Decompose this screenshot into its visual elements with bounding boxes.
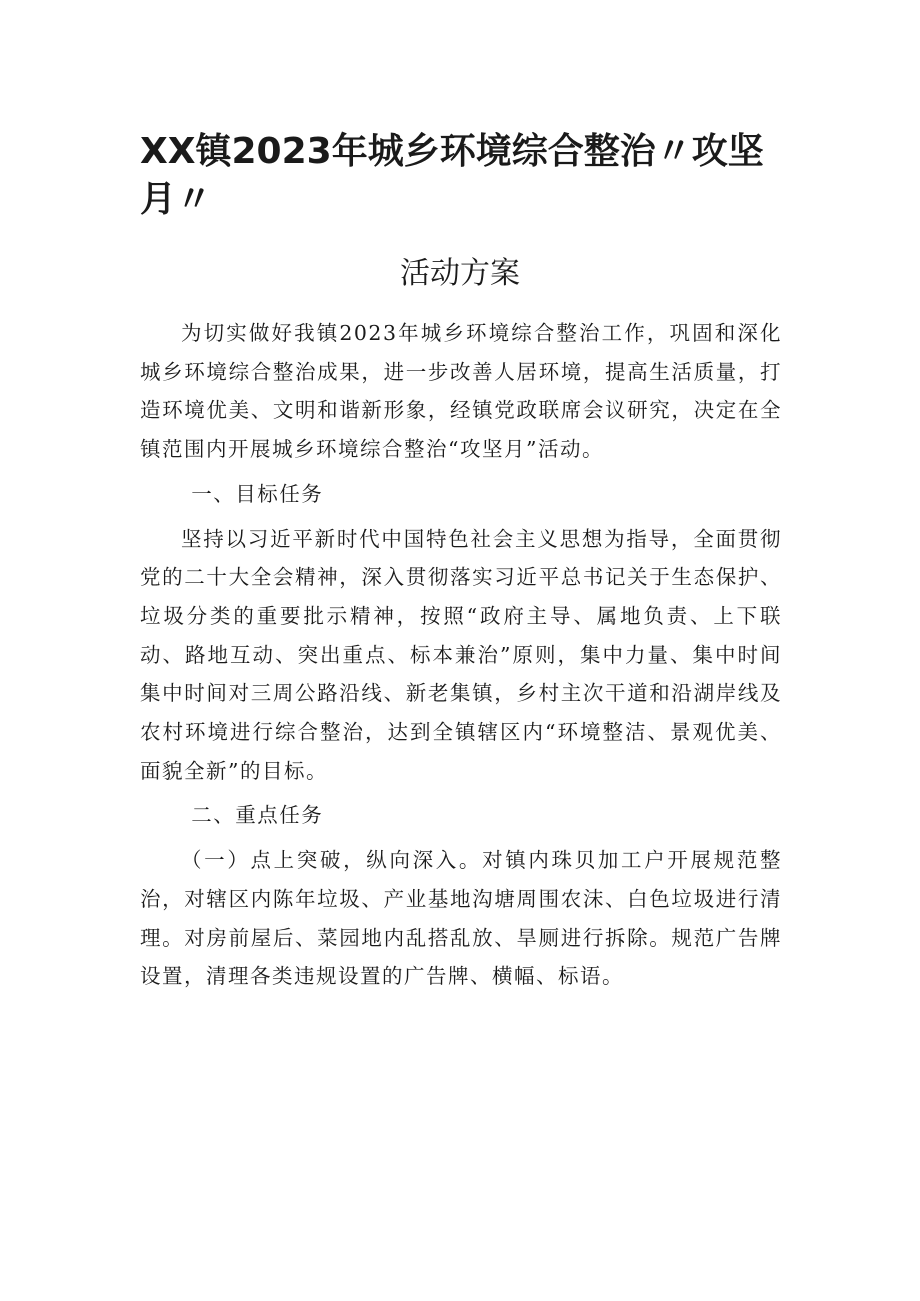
document-subtitle: 活动方案 [400, 256, 520, 291]
intro-paragraph: 为切实做好我镇2023年城乡环境综合整治工作，巩固和深化城乡环境综合整治成果，进一步改善人居环境，提高生活质量，打造环境优美、文明和谐新形象，经镇党政联席会议研究，决定在全镇范围内开展城乡环境综合整治“攻坚月”活动。 [140, 321, 782, 462]
key-tasks-paragraph: （一）点上突破，纵向深入。对镇内珠贝加工户开展规范整治，对辖区内陈年垃圾、产业基地沟塘周围农沫、白色垃圾进行清理。对房前屋后、菜园地内乱搭乱放、旱厕进行拆除。规范广告牌设置，清理各类违规设置的广告牌、横幅、标语。 [140, 848, 782, 989]
document-title: XX镇2023年城乡环境综合整治〃攻坚月〃 [140, 131, 764, 220]
section-heading-key-tasks: 二、重点任务 [191, 803, 324, 828]
section-heading-goals: 一、目标任务 [191, 481, 324, 506]
document-body [140, 314, 782, 996]
goals-paragraph: 坚持以习近平新时代中国特色社会主义思想为指导，全面贯彻党的二十大全会精神，深入贯彻落实习近平总书记关于生态保护、垃圾分类的重要批示精神，按照“政府主导、属地负责、上下联动、路地互动、突出重点、标本兼治”原则，集中力量、集中时间集中时间对三周公路沿线、新老集镇，乡村主次干道和沿湖岸线及农村环境进行综合整治，达到全镇辖区内“环境整洁、景观优美、面貌全新”的目标。 [140, 526, 782, 783]
